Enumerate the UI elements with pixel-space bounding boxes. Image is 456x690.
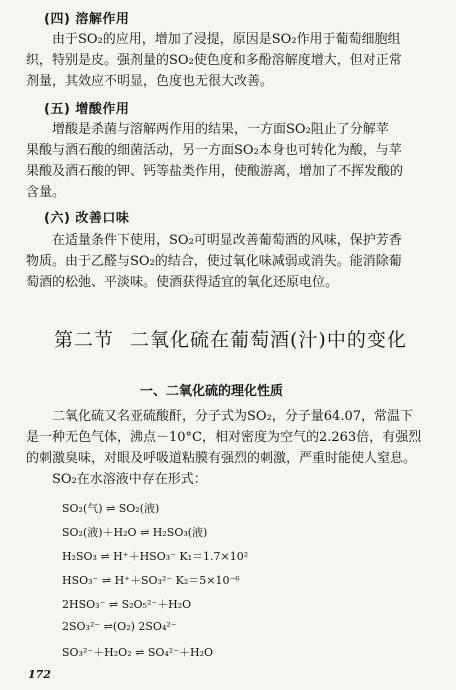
equation: SO₃²⁻＋H₂O₂ ⇌ SO₄²⁻＋H₂O [62,646,214,659]
heading-acid-increase: (五) 增酸作用 [44,102,130,117]
text-line: 萄酒的松弛、平淡味。使酒获得适宜的氧化还原电位。 [26,275,339,290]
heading-taste-improvement: (六) 改善口味 [44,211,130,226]
text-line: 果酸及酒石酸的钾、钙等盐类作用，使酸游离，增加了不挥发酸的 [26,164,404,179]
paragraph-so2-properties [26,406,438,490]
paragraph-acid-increase [26,119,438,203]
text-line: 是一种无色气体，沸点－10°C，相对密度为空气的2.263倍，有强烈 [26,430,422,445]
text-line: 在适量条件下使用，SO₂可明显改善葡萄酒的风味，保护芳香 [52,233,402,248]
text-line: 剂量，其效应不明显，色度也无很大改善。 [26,74,274,89]
text-line: 二氧化硫又名亚硫酸酐，分子式为SO₂，分子量64.07，常温下 [52,409,413,424]
text-line: 的刺激臭味，对眼及呼吸道粘膜有强烈的刺激，严重时能使人窒息。 [26,451,417,466]
text-line: 物质。由于乙醛与SO₂的结合，使过氧化味减弱或消失。能消除葡 [26,254,402,269]
text-line: 增酸是杀菌与溶解两作用的结果，一方面SO₂阻止了分解苹 [52,122,389,137]
equation: 2SO₃²⁻ ⇌(O₂) 2SO₄²⁻ [62,620,177,633]
text-line: 果酸与酒石酸的细菌活动，另一方面SO₂本身也可转化为酸，与苹 [26,143,402,158]
equation: SO₂(气) ⇌ SO₂(液) [62,502,160,515]
equation: HSO₃⁻ ⇌ H⁺＋SO₃²⁻ K₂＝5×10⁻⁶ [62,574,240,587]
equation: 2HSO₃⁻ ⇌ S₂O₅²⁻＋H₂O [62,598,192,611]
chapter-number: 第二节 [54,329,115,351]
text-line: 由于SO₂的应用，增加了浸提，原因是SO₂作用于葡萄细胞组 [52,32,401,47]
equation: H₂SO₃ ⇌ H⁺＋HSO₃⁻ K₁＝1.7×10² [62,550,249,563]
heading-dissolving-effect: (四) 溶解作用 [44,12,130,27]
section-heading: 一、二氧化硫的理化性质 [140,384,284,399]
chapter-title: 二氧化硫在葡萄酒(汁)中的变化 [130,329,407,351]
equation: SO₂(液)＋H₂O ⇌ H₂SO₃(液) [62,526,208,539]
paragraph-dissolving-effect [26,29,438,92]
text-line: SO₂在水溶液中存在形式： [52,472,207,487]
chapter-heading [54,325,423,352]
paragraph-taste-improvement [26,230,438,293]
page-number: 172 [28,668,51,681]
text-line: 含量。 [26,185,66,200]
text-line: 织，特别是皮。强剂量的SO₂使色度和多酚溶解度增大，但对正常 [26,53,402,68]
